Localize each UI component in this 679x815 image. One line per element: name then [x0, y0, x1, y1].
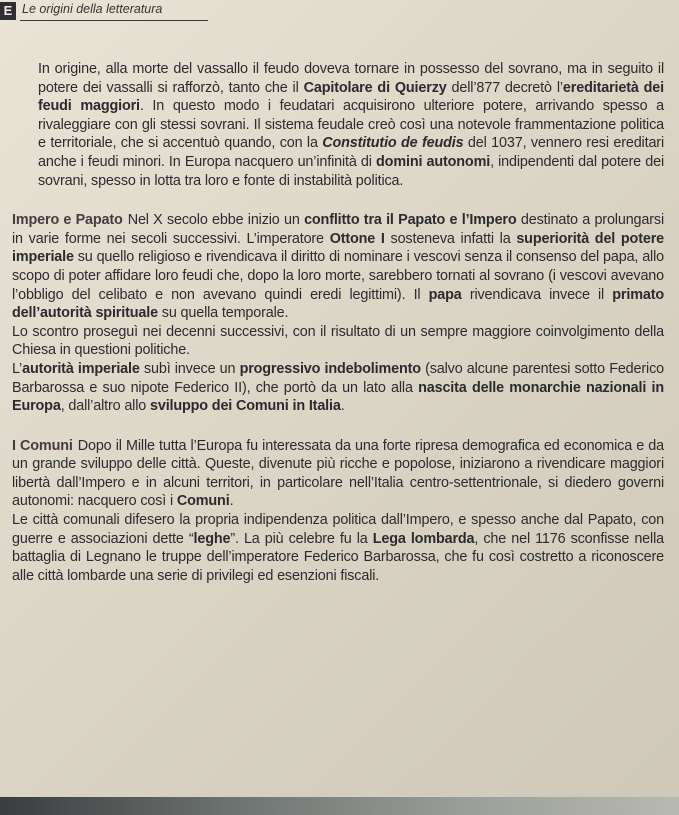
running-title: Le origini della letteratura — [22, 2, 163, 16]
paragraph-autorita-imperiale — [12, 360, 664, 416]
text-run: subì invece un — [139, 360, 240, 377]
paragraph-citta-comunali — [12, 511, 664, 585]
text-run: , dall’altro allo — [60, 398, 150, 415]
text-run: del 1037, vennero resi ereditari anche i feudi minori. In Europa nacquero un’infinità di — [38, 135, 664, 170]
text-run: Le città comunali difesero la propria indipendenza politica dall’Impero, e spesso anche dal Papato, con guerre e associazioni dette “ — [12, 512, 664, 547]
paragraph-scontro — [12, 323, 664, 360]
text-run: ”. La più celebre fu la — [230, 530, 373, 547]
paragraph-impero-e-papato — [12, 211, 664, 323]
text-run: Nel X secolo ebbe inizio un — [127, 212, 305, 229]
text-run: destinato a prolungarsi in varie forme nei secoli successivi. L’imperatore — [12, 212, 664, 247]
bold-run: primato dell’autorità spirituale — [12, 286, 665, 322]
text-run: In origine, alla morte del vassallo il feudo doveva tornare in possesso del sovrano, ma in seguito il potere dei vassalli si rafforzò, tanto che il — [38, 61, 664, 96]
chapter-letter-badge: E — [0, 2, 16, 20]
bold-run: superiorità del potere imperiale — [12, 230, 664, 266]
page-body — [12, 60, 664, 585]
bold-run: Ottone I — [329, 230, 385, 247]
bold-run: Comuni — [176, 493, 230, 510]
bold-run: ereditarietà dei feudi maggiori — [38, 79, 665, 115]
text-run: L’ — [12, 360, 23, 377]
bold-run: sviluppo dei Comuni in Italia — [149, 398, 341, 415]
bold-run: nascita delle monarchie nazionali in Europa — [12, 379, 664, 415]
page-header — [0, 0, 679, 28]
section-title: Impero e Papato — [12, 212, 123, 229]
bold-run: progressivo indebolimento — [239, 360, 421, 377]
text-run: sosteneva infatti la — [384, 230, 517, 247]
text-run: . — [340, 398, 345, 415]
bold-run: papa — [428, 286, 462, 303]
bold-run: Capitolare di Quierzy — [303, 79, 447, 96]
paragraph-intro — [12, 60, 664, 190]
text-run: (salvo alcune parentesi sotto Federico Barbarossa e suo nipote Federico II), che portò da un lato alla — [12, 360, 664, 396]
bold-run: leghe — [193, 530, 231, 547]
text-run: , che nel 1176 sconfisse nella battaglia di Legnano le truppe dell’imperatore Federico Barbarossa, che fu così costretto a riconoscere alle città lombarde una serie di privilegi ed esenzioni fiscali. — [12, 530, 664, 584]
section-title: I Comuni — [12, 437, 73, 454]
bold-run: autorità imperiale — [22, 360, 140, 377]
bold-run: domini autonomi — [376, 153, 491, 170]
text-run: su quello religioso e rivendicava il diritto di nominare i vescovi senza il consenso del papa, allo scopo di poter affidare loro feudi che, dopo la loro morte, sarebbero tornati al sovrano (i vescovi avevano l’obbligo del celibato e non avevano quindi eredi legittimi). Il — [12, 249, 664, 303]
text-run: Dopo il Mille tutta l’Europa fu interessata da una forte ripresa demografica ed economica e da un grande sviluppo delle città. Queste, divenute più ricche e popolose, iniziarono a rivendicare maggiori libertà dall’Impero e in alcuni territori, in particolare nell’Italia centro-settentrionale, si diedero governi autonomi: nacquero così i — [12, 437, 665, 510]
text-run: , indipendenti dal potere dei sovrani, spesso in lotta tra loro e fonte di instabilità politica. — [38, 153, 664, 189]
text-run: . In questo modo i feudatari acquisirono ulteriore potere, arrivando spesso a rivaleggiare con gli stessi sovrani. Il sistema feudale creò così una notevole frammentazione politica e territoriale, che si accentuò quando, con la — [38, 98, 664, 152]
text-run: dell’877 decretò l’ — [446, 79, 563, 96]
bold-run: Lega lombarda — [372, 530, 475, 547]
bold-run: conflitto tra il Papato e l’Impero — [304, 212, 517, 229]
paragraph-i-comuni — [12, 437, 664, 511]
text-run: su quella temporale. — [157, 305, 289, 322]
text-run: Lo scontro proseguì nei decenni successivi, con il risultato di un sempre maggiore coinvolgimento della Chiesa in questioni politiche. — [12, 323, 664, 359]
header-rule — [20, 20, 208, 21]
text-run: rivendicava invece il — [461, 286, 613, 303]
page-bottom-edge — [0, 797, 679, 815]
text-run: . — [229, 493, 234, 510]
bold-run: Constitutio de feudis — [322, 135, 464, 152]
